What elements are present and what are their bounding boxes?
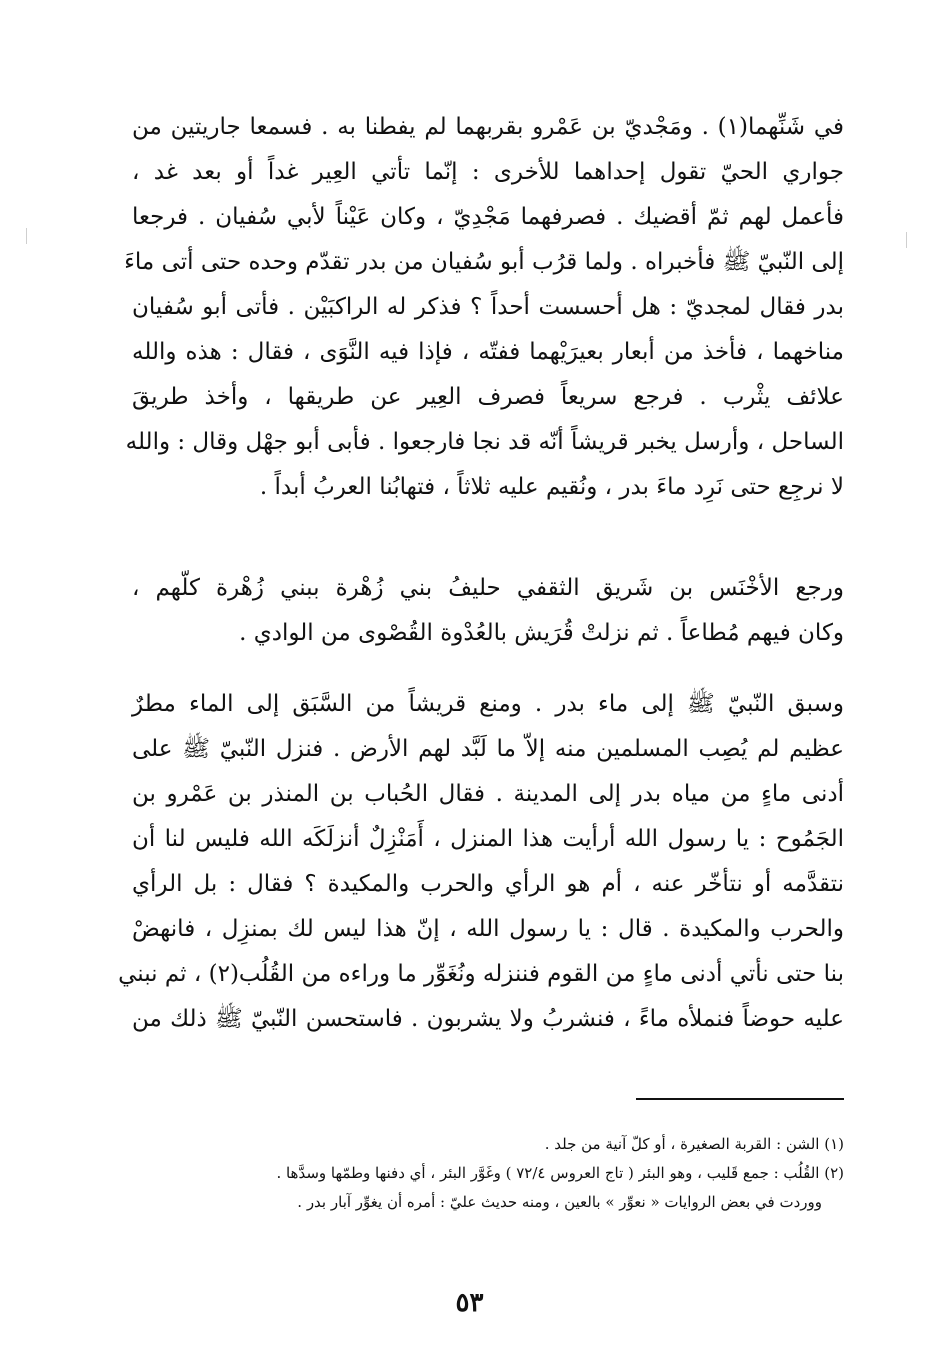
- footnote-2: (٢) القُلُب : جمع قَليب ، وهو البئر ( تاج العروس ٧٢/٤ ) وغَوَّر البئر ، أي دفنها وطمّها وسدَّها .: [276, 1164, 844, 1182]
- text-line: مناخهما ، فأخذ من أبعار بعيرَيْهما ففتّه ، فإذا فيه النَّوَى ، فقال : هذه والله: [132, 339, 844, 365]
- text-line: بدر فقال لمجديّ : هل أحسست أحداً ؟ فذكر له الراكبَيْن . فأتى أبو سُفيان: [132, 294, 844, 320]
- text-line: والحرب والمكيدة . قال : يا رسول الله ، إنّ هذا ليس لك بمنزِل ، فانهضْ: [132, 916, 844, 942]
- text-line: في شَنِّهما(١) . ومَجْديّ بن عَمْرو بقربهما لم يفطنا به . فسمعا جاريتين من: [132, 114, 845, 140]
- footnote-2-continuation: ووردت في بعض الروايات « نعوِّر » بالعين ، ومنه حديث عليّ : أمره أن يغوِّر آبار بدر .: [297, 1193, 822, 1211]
- text-line: لا نرجِع حتى نَرِد ماءَ بدر ، ونُقيم عليه ثلاثاً ، فتهابُنا العربُ أبداً .: [259, 474, 844, 500]
- paragraph-3: [118, 682, 844, 1042]
- page-number: ٥٣: [455, 1288, 484, 1318]
- text-line: أدنى ماءٍ من مياه بدر إلى المدينة . فقال الحُباب بن المنذر بن عَمْرو بن: [132, 781, 844, 807]
- text-line: فأعمل لهم ثمّ أقضيك . فصرفهما مَجْدِيّ ، وكان عَيْناً لأبي سُفيان . فرجعا: [132, 204, 844, 230]
- text-line: ورجع الأخْنَس بن شَريق الثقفي حليفُ بني زُهْرة ببني زُهْرة كلّهم ،: [132, 575, 844, 601]
- text-line: بنا حتى نأتي أدنى ماءٍ من القوم فننزله ونُغَوِّر ما وراءه من القُلُب(٢) ، ثم نبني: [118, 961, 844, 987]
- scan-edge-mark: [906, 232, 907, 248]
- scan-edge-mark: [26, 228, 27, 244]
- footnote-separator: [636, 1098, 844, 1100]
- footnote-1: (١) الشن : القربة الصغيرة ، أو كلّ آنية من جلد .: [544, 1135, 844, 1153]
- text-line: عظيم لم يُصِب المسلمين منه إلاّ ما لَبَّد لهم الأرض . فنزل النّبيّ ﷺ على: [132, 736, 844, 762]
- text-line: الساحل ، وأرسل يخبر قريشاً أنّه قد نجا فارجعوا . فأبى أبو جهْل وقال : والله: [125, 429, 844, 455]
- text-line: نتقدَّمه أو نتأخّر عنه ، أم هو الرأي والحرب والمكيدة ؟ فقال : بل الرأي: [132, 871, 844, 897]
- paragraph-1: [124, 105, 845, 510]
- paragraph-2: [132, 566, 844, 656]
- text-line: عليه حوضاً فنملأه ماءً ، فنشربُ ولا يشربون . فاستحسن النّبيّ ﷺ ذلك من: [132, 1006, 844, 1032]
- text-line: الجَمُوح : يا رسول الله أرأيت هذا المنزل ، أَمَنْزِلٌ أنزلَكَه الله فليس لنا أن: [132, 826, 844, 852]
- text-line: وسبق النّبيّ ﷺ إلى ماء بدر . ومنع قريشاً من السَّبَق إلى الماء مطرٌ: [132, 691, 844, 717]
- text-line: جواري الحيّ تقول إحداهما للأخرى : إنّما تأتي العِير غداً أو بعد غد ،: [132, 159, 844, 185]
- text-line: وكان فيهم مُطاعاً . ثم نزلتْ قُرَيش بالعُدْوة القُصْوى من الوادي .: [239, 620, 844, 646]
- footnotes: [120, 1130, 844, 1217]
- text-line: علائف يثْرب . فرجع سريعاً فصرف العِير عن طريقها ، وأخذ طريقَ: [132, 384, 844, 410]
- text-line: إلى النّبيّ ﷺ فأخبراه . ولما قرُب أبو سُفيان من بدر تقدّم وحده حتى أتى ماءَ: [124, 249, 844, 275]
